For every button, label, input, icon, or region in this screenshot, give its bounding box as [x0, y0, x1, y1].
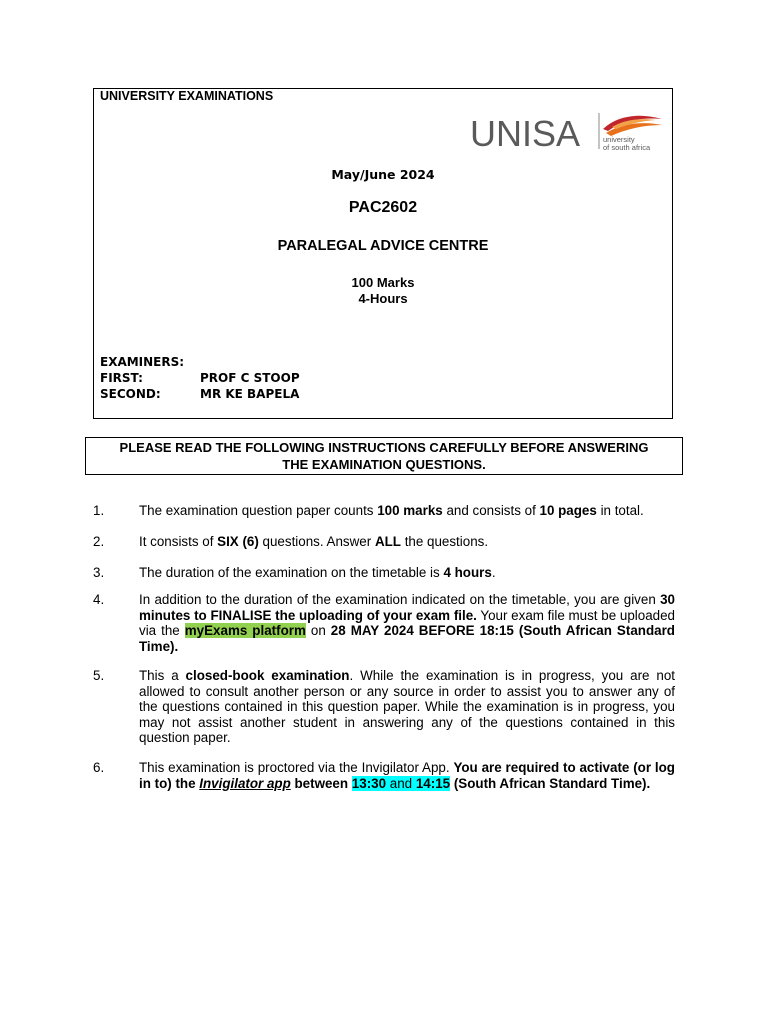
exam-session: May/June 2024 [331, 167, 435, 182]
second-examiner [100, 386, 300, 402]
instruction-text: The duration of the examination on the timetable is 4 hours. [139, 565, 496, 580]
notice-line-1: PLEASE READ THE FOLLOWING INSTRUCTIONS CAREFULLY BEFORE ANSWERING [119, 440, 649, 455]
instruction-text: The examination question paper counts 100 marks and consists of 10 pages in total. [139, 503, 644, 518]
instructions-notice [85, 437, 683, 475]
logo-tagline-2: of south africa [603, 143, 651, 152]
examiners-heading: EXAMINERS: [100, 355, 185, 369]
instruction-text: It consists of SIX (6) questions. Answer ALL the questions. [139, 534, 489, 549]
logo-tagline-1: university [603, 135, 635, 144]
instruction-text: This examination is proctored via the Invigilator App. You are required to activate (or log in to) the Invigilator app between 13:30 and 14:15 (South African Standard Time). [139, 760, 675, 791]
instruction-text: In addition to the duration of the examination indicated on the timetable, you are given 30 minutes to FINALISE the uploading of your exam file. Your exam file must be uploaded via the myExams platform on 28 MAY 2024 BEFORE 18:15 (South African Standard Time). [139, 592, 675, 654]
first-label: FIRST: [100, 371, 143, 385]
first-examiner [100, 370, 300, 386]
notice-line-2: THE EXAMINATION QUESTIONS. [282, 457, 486, 472]
logo-wordmark: UNISA [470, 113, 581, 153]
instruction-number: 3. [93, 565, 105, 580]
start-time-highlight: 13:30 [351, 775, 387, 791]
second-name: MR KE BAPELA [200, 387, 300, 401]
myexams-platform-highlight: myExams platform [184, 623, 306, 638]
second-label: SECOND: [100, 387, 161, 401]
first-name: PROF C STOOP [200, 371, 300, 385]
course-code: PAC2602 [348, 199, 418, 216]
unisa-logo [470, 109, 666, 153]
instruction-number: 6. [93, 760, 105, 775]
exam-duration: 4-Hours [358, 291, 408, 306]
examiners-block [100, 354, 300, 402]
invigilator-app-link-text: Invigilator app [199, 775, 291, 791]
total-marks: 100 Marks [351, 275, 415, 290]
university-examinations-label: UNIVERSITY EXAMINATIONS [100, 89, 274, 103]
instruction-number: 4. [93, 592, 105, 607]
instruction-number: 2. [93, 534, 105, 549]
instruction-text: This a closed-book examination. While the examination is in progress, you are not allowed to consult another person or any source in order to assist you to answer any of the questions contained in this question paper. While the examination is in progress, you may not assist another student in answering any of the questions contained in this question paper. [139, 668, 675, 745]
end-time-highlight: 14:15 [415, 775, 451, 791]
course-name: PARALEGAL ADVICE CENTRE [277, 238, 489, 254]
marks-duration [94, 275, 672, 307]
instruction-number: 1. [93, 503, 105, 518]
exam-cover-box [93, 88, 673, 419]
instruction-number: 5. [93, 668, 105, 683]
